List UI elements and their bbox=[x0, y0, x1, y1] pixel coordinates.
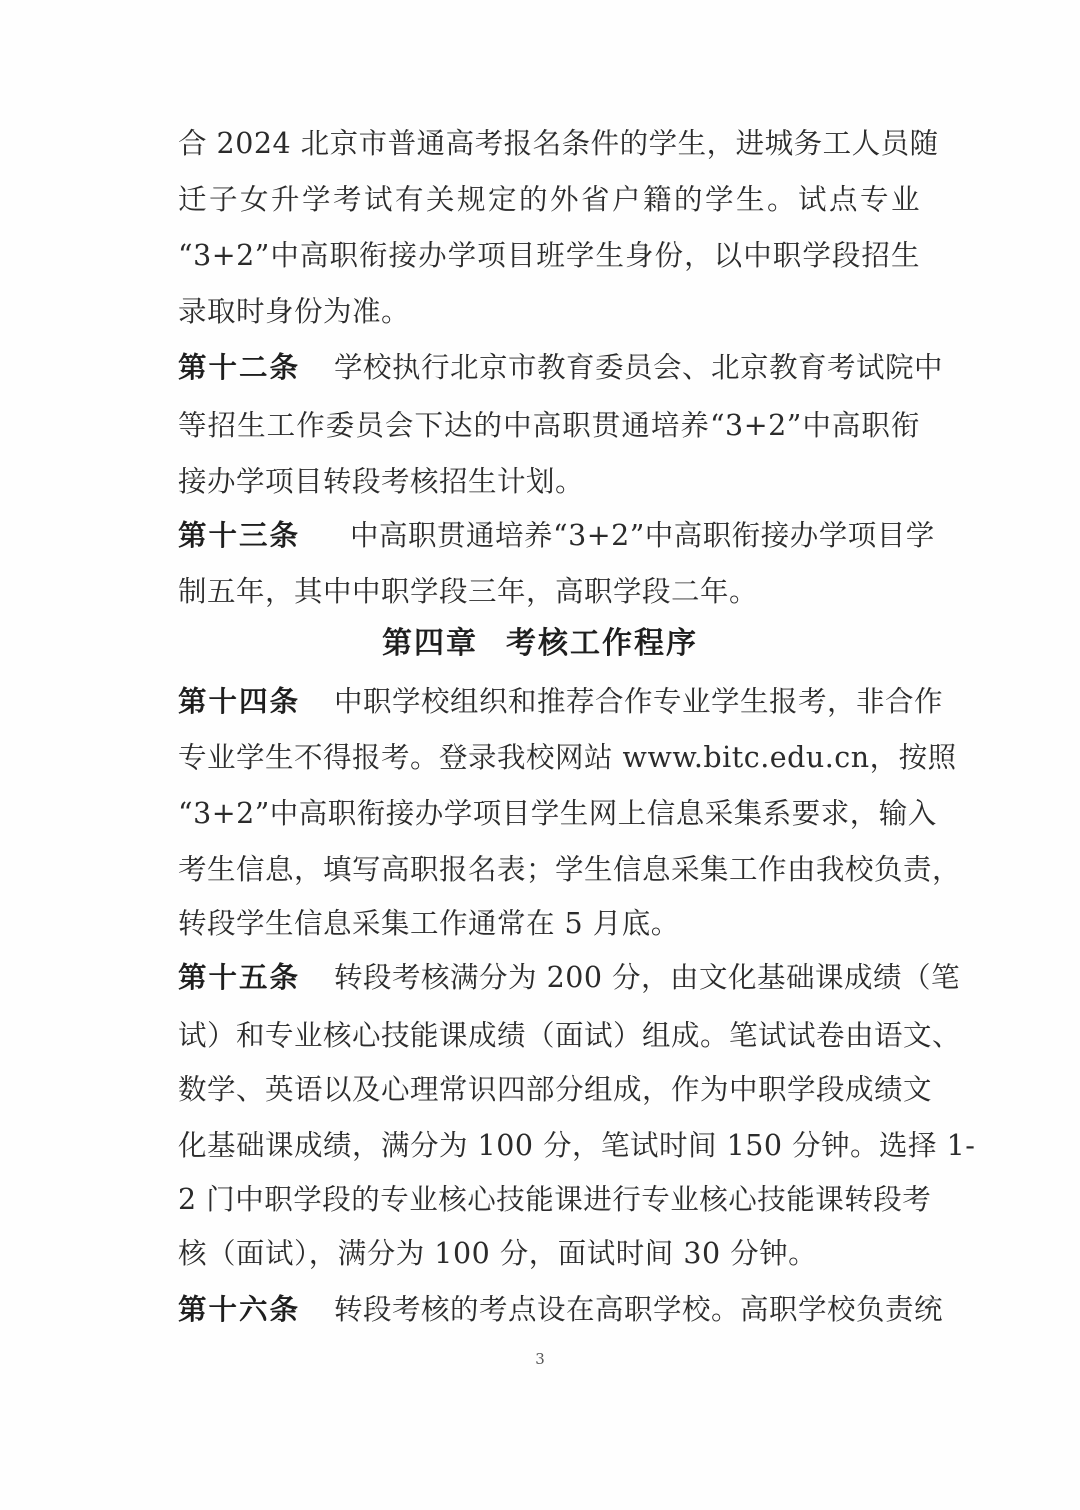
article-14-heading: 第十四条 bbox=[178, 685, 301, 718]
chapter-number: 第四章 bbox=[382, 626, 478, 661]
text-line: 转段考核满分为 200 分，由文化基础课成绩（笔 bbox=[334, 961, 961, 994]
article-16-first-line bbox=[178, 1290, 944, 1330]
text-line: 数学、英语以及心理常识四部分组成，作为中职学段成绩文 bbox=[178, 1073, 933, 1106]
article-13-heading: 第十三条 bbox=[178, 519, 301, 552]
text-line: 迁子女升学考试有关规定的外省户籍的学生。试点专业 bbox=[178, 183, 920, 216]
text-line: 制五年，其中中职学段三年，高职学段二年。 bbox=[178, 575, 759, 608]
text-line: 试）和专业核心技能课成绩（面试）组成。笔试试卷由语文、 bbox=[178, 1019, 962, 1052]
text-line: 考生信息，填写高职报名表；学生信息采集工作由我校负责， bbox=[178, 853, 962, 886]
text-line: 中高职贯通培养“3+2”中高职衔接办学项目学 bbox=[350, 519, 935, 552]
text-line: “3+2”中高职衔接办学项目班学生身份，以中职学段招生 bbox=[178, 239, 920, 272]
text-line: 录取时身份为准。 bbox=[178, 295, 411, 328]
text-line: 2 门中职学段的专业核心技能课进行专业核心技能课转段考 bbox=[178, 1183, 932, 1216]
text-line: 中职学校组织和推荐合作专业学生报考，非合作 bbox=[334, 685, 944, 718]
article-16-heading: 第十六条 bbox=[178, 1293, 301, 1326]
article-12-heading: 第十二条 bbox=[178, 351, 301, 384]
text-line: 合 2024 北京市普通高考报名条件的学生，进城务工人员随 bbox=[178, 127, 939, 160]
text-line: 接办学项目转段考核招生计划。 bbox=[178, 465, 585, 498]
text-line: 专业学生不得报考。登录我校网站 www.bitc.edu.cn，按照 bbox=[178, 741, 957, 774]
text-line: 学校执行北京市教育委员会、北京教育考试院中 bbox=[334, 351, 944, 384]
article-14-first-line bbox=[178, 682, 944, 722]
chapter-heading bbox=[0, 622, 1080, 666]
text-line: 等招生工作委员会下达的中高职贯通培养“3+2”中高职衔 bbox=[178, 409, 920, 442]
article-12-first-line bbox=[178, 348, 944, 388]
text-line: 化基础课成绩，满分为 100 分，笔试时间 150 分钟。选择 1- bbox=[178, 1129, 976, 1162]
text-line: 转段考核的考点设在高职学校。高职学校负责统 bbox=[334, 1293, 944, 1326]
text-line: 转段学生信息采集工作通常在 5 月底。 bbox=[178, 907, 680, 940]
article-13-first-line bbox=[178, 516, 935, 556]
text-line: “3+2”中高职衔接办学项目学生网上信息采集系要求，输入 bbox=[178, 797, 937, 830]
text-line: 核（面试），满分为 100 分，面试时间 30 分钟。 bbox=[178, 1237, 818, 1270]
article-15-heading: 第十五条 bbox=[178, 961, 301, 994]
article-15-first-line bbox=[178, 958, 961, 998]
chapter-title: 考核工作程序 bbox=[506, 626, 698, 661]
page-number: 3 bbox=[535, 1350, 545, 1368]
